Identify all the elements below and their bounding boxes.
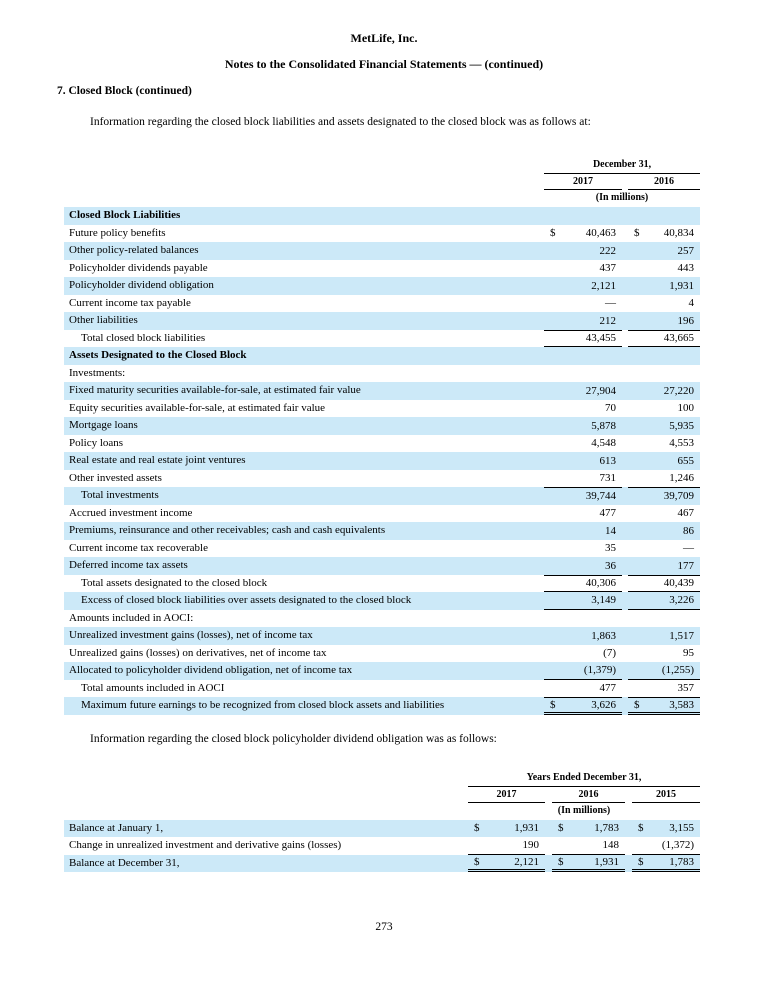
table-row: [64, 260, 700, 278]
value-cell: [544, 645, 622, 663]
table-row: [64, 207, 700, 225]
cell-value: 1,783: [669, 855, 694, 868]
cell-value: —: [605, 297, 616, 310]
table-row: [64, 347, 700, 365]
value-cell: [628, 330, 700, 348]
value-cell: [628, 522, 700, 540]
section-heading: 7. Closed Block (continued): [57, 85, 192, 97]
cell-value: 357: [677, 682, 694, 695]
cell-value: 1,783: [594, 822, 619, 835]
table-header: [64, 772, 700, 820]
value-cell: [632, 837, 700, 855]
cell-value: 100: [677, 402, 694, 415]
row-label: Accrued investment income: [69, 506, 193, 519]
value-cell: [544, 225, 622, 243]
dollar-sign: $: [558, 822, 564, 835]
table-row: [64, 330, 700, 348]
row-label: Balance at January 1,: [69, 821, 164, 834]
value-cell: [628, 225, 700, 243]
table-row: [64, 557, 700, 575]
value-cell: [628, 417, 700, 435]
cell-value: 43,455: [585, 332, 616, 345]
year-header-row: [468, 789, 700, 803]
row-label: Closed Block Liabilities: [69, 209, 181, 222]
row-label: Fixed maturity securities available-for-sale, at estimated fair value: [69, 384, 361, 397]
value-cell: [544, 505, 622, 523]
row-label: Real estate and real estate joint ventures: [69, 454, 246, 467]
cell-value: 1,931: [669, 279, 694, 292]
cell-value: 1,863: [591, 629, 616, 642]
cell-value: 4,548: [591, 437, 616, 450]
table-row: [64, 400, 700, 418]
table-row: [64, 697, 700, 715]
value-cell: [552, 855, 625, 873]
cell-value: 655: [677, 454, 694, 467]
value-cell: [552, 820, 625, 838]
value-cell: [468, 837, 545, 855]
value-cell: [544, 697, 622, 715]
table-row: [64, 837, 700, 855]
table-row: [64, 417, 700, 435]
row-label: Current income tax payable: [69, 296, 191, 309]
value-cell: [628, 312, 700, 330]
value-cell: [628, 487, 700, 505]
cell-value: (1,372): [661, 839, 694, 852]
table-row: [64, 277, 700, 295]
header-spacer: [64, 772, 468, 820]
row-label: Allocated to policyholder dividend obligation, net of income tax: [69, 664, 353, 677]
value-cell: [628, 680, 700, 698]
value-cell: [544, 487, 622, 505]
cell-value: 257: [677, 244, 694, 257]
value-cell: [544, 242, 622, 260]
table-row: [64, 522, 700, 540]
value-cell: [628, 382, 700, 400]
unit-header: (In millions): [595, 192, 649, 203]
table-row: [64, 662, 700, 680]
row-label: Equity securities available-for-sale, at estimated fair value: [69, 401, 326, 414]
dollar-sign: $: [550, 698, 556, 711]
year-header-row: [544, 176, 700, 190]
unit-header: (In millions): [557, 804, 611, 816]
cell-value: 3,626: [591, 698, 616, 711]
cell-value: 36: [605, 559, 616, 572]
row-label: Policyholder dividend obligation: [69, 279, 214, 292]
cell-value: 222: [599, 244, 616, 257]
period-header: Years Ended December 31,: [468, 772, 700, 787]
table-row: [64, 610, 700, 628]
value-cell: [544, 557, 622, 575]
row-label: Maximum future earnings to be recognized from closed block assets and liabilities: [81, 699, 445, 712]
value-cell: [628, 295, 700, 313]
table-row: [64, 365, 700, 383]
value-cell: [544, 365, 622, 383]
value-cell: [628, 540, 700, 558]
row-label: Change in unrealized investment and derivative gains (losses): [69, 839, 342, 852]
value-cell: [544, 680, 622, 698]
table-row: [64, 855, 700, 873]
value-cell: [628, 470, 700, 488]
value-cell: [544, 452, 622, 470]
cell-value: 3,583: [669, 698, 694, 711]
year-column-header: 2017: [544, 176, 622, 190]
value-cell: [544, 312, 622, 330]
row-label: Unrealized investment gains (losses), net of income tax: [69, 629, 313, 642]
policyholder-dividend-obligation-table: [64, 772, 700, 873]
row-label: Deferred income tax assets: [69, 559, 188, 572]
table-row: [64, 487, 700, 505]
cell-value: 86: [683, 524, 694, 537]
row-label: Mortgage loans: [69, 419, 138, 432]
value-cell: [628, 400, 700, 418]
value-cell: [544, 382, 622, 400]
value-cell: [628, 347, 700, 365]
cell-value: 190: [522, 839, 539, 852]
cell-value: 40,463: [585, 227, 616, 240]
cell-value: 95: [683, 647, 694, 660]
value-cell: [628, 505, 700, 523]
value-cell: [632, 820, 700, 838]
cell-value: 477: [599, 682, 616, 695]
cell-value: 477: [599, 507, 616, 520]
cell-value: 613: [599, 454, 616, 467]
dollar-sign: $: [474, 822, 480, 835]
value-cell: [628, 260, 700, 278]
table-row: [64, 592, 700, 610]
dollar-sign: $: [474, 855, 480, 868]
value-cell: [544, 400, 622, 418]
table-body: [64, 820, 700, 873]
header-spacer: [64, 159, 544, 207]
row-label: Policy loans: [69, 436, 124, 449]
value-cell: [468, 855, 545, 873]
cell-value: 443: [677, 262, 694, 275]
closed-block-liabilities-assets-table: [64, 159, 700, 715]
cell-value: 3,149: [591, 594, 616, 607]
row-label: Current income tax recoverable: [69, 541, 208, 554]
value-cell: [628, 697, 700, 715]
value-cell: [552, 837, 625, 855]
cell-value: 2,121: [514, 855, 539, 868]
value-cell: [628, 645, 700, 663]
cell-value: 40,834: [663, 227, 694, 240]
table-row: [64, 225, 700, 243]
table-row: [64, 575, 700, 593]
table-row: [64, 470, 700, 488]
value-cell: [628, 242, 700, 260]
period-header: December 31,: [544, 159, 700, 174]
table-row: [64, 312, 700, 330]
table-row: [64, 540, 700, 558]
dollar-sign: $: [638, 822, 644, 835]
cell-value: 3,155: [669, 822, 694, 835]
value-cell: [544, 260, 622, 278]
value-cell: [628, 277, 700, 295]
intro-paragraph-1: Information regarding the closed block liabilities and assets designated to the closed block was as follows at:: [90, 116, 591, 128]
value-cell: [628, 662, 700, 680]
value-cell: [544, 347, 622, 365]
value-cell: [628, 365, 700, 383]
cell-value: 1,246: [669, 472, 694, 485]
cell-value: 148: [602, 839, 619, 852]
year-column-header: 2016: [552, 789, 625, 803]
value-cell: [628, 452, 700, 470]
cell-value: 27,904: [585, 384, 616, 397]
value-cell: [544, 295, 622, 313]
cell-value: 731: [599, 472, 616, 485]
dollar-sign: $: [634, 698, 640, 711]
cell-value: 212: [599, 314, 616, 327]
cell-value: 4: [688, 297, 694, 310]
table-row: [64, 382, 700, 400]
value-cell: [544, 610, 622, 628]
row-label: Premiums, reinsurance and other receivables; cash and cash equivalents: [69, 524, 386, 537]
cell-value: 467: [677, 507, 694, 520]
value-cell: [628, 207, 700, 225]
cell-value: 196: [677, 314, 694, 327]
cell-value: 3,226: [669, 594, 694, 607]
company-title: MetLife, Inc.: [350, 31, 418, 45]
value-cell: [544, 575, 622, 593]
cell-value: 1,931: [594, 855, 619, 868]
value-cell: [544, 435, 622, 453]
cell-value: 43,665: [663, 332, 694, 345]
row-label: Total assets designated to the closed block: [81, 576, 268, 589]
value-cell: [544, 277, 622, 295]
intro-paragraph-2: Information regarding the closed block policyholder dividend obligation was as follows:: [90, 732, 497, 745]
table-body: [64, 207, 700, 715]
cell-value: (7): [603, 647, 616, 660]
value-cell: [628, 610, 700, 628]
cell-value: 35: [605, 542, 616, 555]
cell-value: 39,709: [663, 490, 694, 503]
dollar-sign: $: [550, 227, 556, 240]
cell-value: 70: [605, 402, 616, 415]
value-cell: [544, 627, 622, 645]
cell-value: 1,517: [669, 629, 694, 642]
table-row: [64, 627, 700, 645]
table-row: [64, 505, 700, 523]
value-cell: [468, 820, 545, 838]
row-label: Total amounts included in AOCI: [81, 681, 225, 694]
dollar-sign: $: [558, 855, 564, 868]
value-cell: [544, 592, 622, 610]
row-label: Other policy-related balances: [69, 244, 199, 257]
value-cell: [628, 435, 700, 453]
row-label: Future policy benefits: [69, 226, 166, 239]
row-label: Policyholder dividends payable: [69, 261, 208, 274]
row-label: Total closed block liabilities: [81, 331, 206, 344]
cell-value: 5,878: [591, 419, 616, 432]
cell-value: 40,306: [585, 577, 616, 590]
table-header: [64, 159, 700, 207]
row-label: Total investments: [81, 489, 159, 502]
row-label: Other liabilities: [69, 314, 138, 327]
cell-value: 39,744: [585, 490, 616, 503]
cell-value: (1,255): [661, 664, 694, 677]
table-row: [64, 295, 700, 313]
cell-value: 177: [677, 559, 694, 572]
value-cell: [544, 330, 622, 348]
row-label: Investments:: [69, 366, 126, 379]
value-cell: [628, 627, 700, 645]
cell-value: 27,220: [663, 384, 694, 397]
value-cell: [628, 575, 700, 593]
header-column-group: [544, 159, 700, 207]
row-label: Assets Designated to the Closed Block: [69, 349, 247, 362]
row-label: Amounts included in AOCI:: [69, 611, 194, 624]
dollar-sign: $: [638, 855, 644, 868]
value-cell: [544, 470, 622, 488]
value-cell: [544, 417, 622, 435]
table-row: [64, 680, 700, 698]
year-column-header: 2016: [628, 176, 700, 190]
header-column-group: [468, 772, 700, 820]
cell-value: —: [683, 542, 694, 555]
value-cell: [544, 662, 622, 680]
dollar-sign: $: [634, 227, 640, 240]
cell-value: 40,439: [663, 577, 694, 590]
value-cell: [628, 592, 700, 610]
row-label: Other invested assets: [69, 471, 162, 484]
page-number: 273: [375, 921, 393, 933]
cell-value: (1,379): [583, 664, 616, 677]
year-column-header: 2015: [632, 789, 700, 803]
cell-value: 14: [605, 524, 616, 537]
cell-value: 1,931: [514, 822, 539, 835]
cell-value: 4,553: [669, 437, 694, 450]
table-row: [64, 645, 700, 663]
value-cell: [544, 207, 622, 225]
year-column-header: 2017: [468, 789, 545, 803]
row-label: Balance at December 31,: [69, 856, 180, 869]
cell-value: 5,935: [669, 419, 694, 432]
document-subtitle: Notes to the Consolidated Financial Statements — (continued): [224, 57, 544, 71]
value-cell: [628, 557, 700, 575]
row-label: Unrealized gains (losses) on derivatives, net of income tax: [69, 646, 327, 659]
value-cell: [544, 540, 622, 558]
row-label: Excess of closed block liabilities over assets designated to the closed block: [81, 594, 412, 607]
value-cell: [544, 522, 622, 540]
table-row: [64, 435, 700, 453]
cell-value: 437: [599, 262, 616, 275]
cell-value: 2,121: [591, 279, 616, 292]
table-row: [64, 242, 700, 260]
table-row: [64, 820, 700, 838]
table-row: [64, 452, 700, 470]
value-cell: [632, 855, 700, 873]
